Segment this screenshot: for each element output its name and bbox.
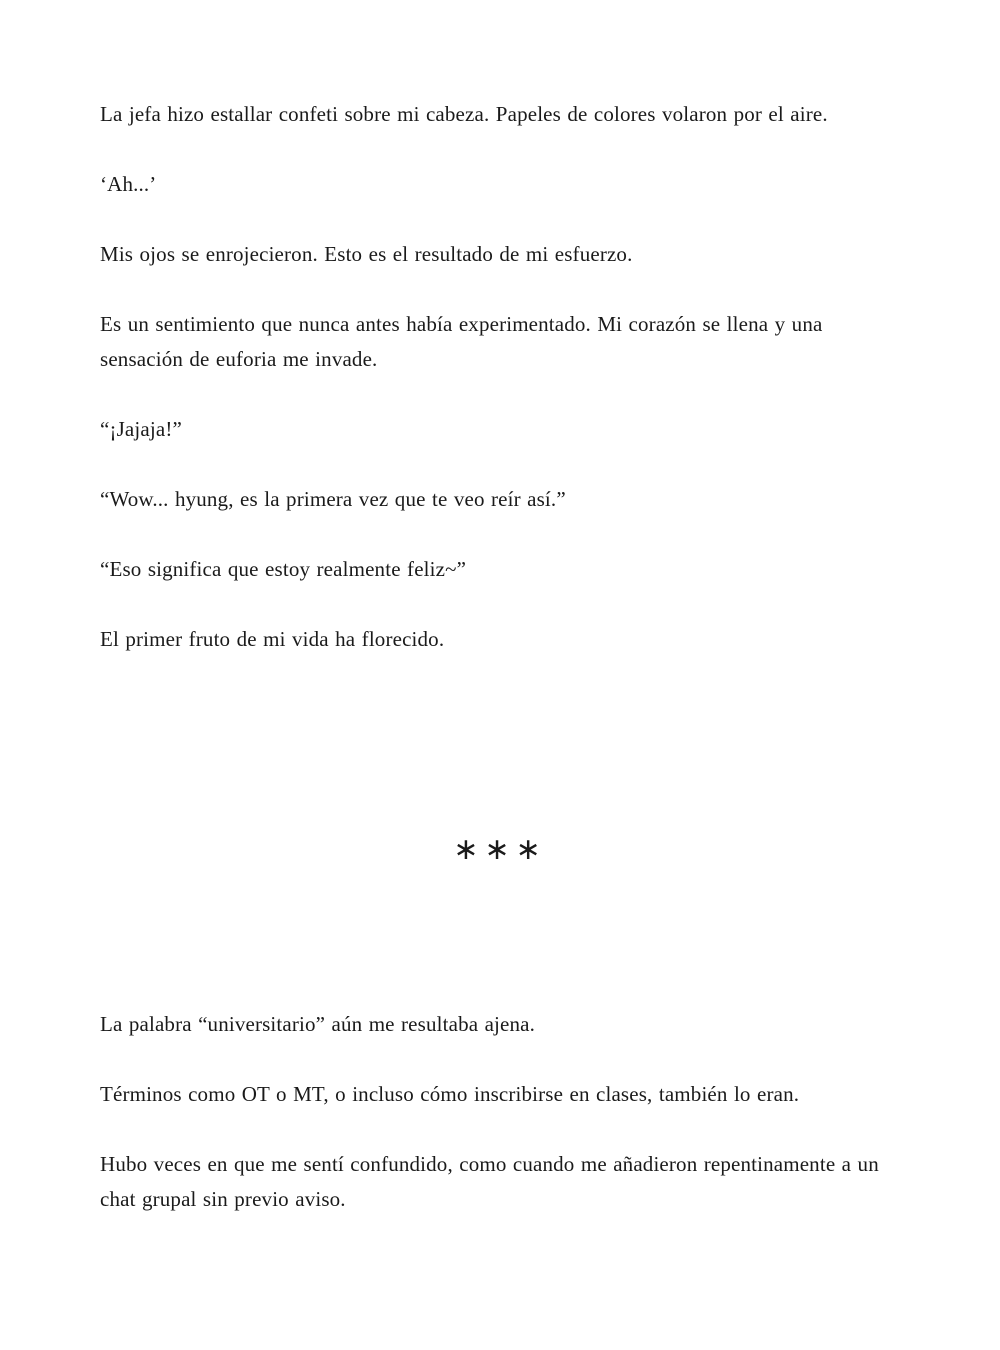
text-section-1	[100, 97, 890, 692]
paragraph: La jefa hizo estallar confeti sobre mi cabeza. Papeles de colores volaron por el aire.	[100, 102, 828, 126]
paragraph: “Wow... hyung, es la primera vez que te veo reír así.”	[100, 487, 566, 511]
paragraph: Es un sentimiento que nunca antes había experimentado. Mi corazón se llena y una sensación de euforia me invade.	[100, 312, 823, 371]
paragraph: Mis ojos se enrojecieron. Esto es el resultado de mi esfuerzo.	[100, 242, 633, 266]
paragraph: Hubo veces en que me sentí confundido, como cuando me añadieron repentinamente a un chat grupal sin previo aviso.	[100, 1152, 879, 1211]
paragraph: La palabra “universitario” aún me resultaba ajena.	[100, 1012, 536, 1036]
paragraph: Términos como OT o MT, o incluso cómo inscribirse en clases, también lo eran.	[100, 1082, 800, 1106]
scene-break-separator: ∗∗∗	[453, 832, 547, 867]
text-section-2	[100, 1007, 890, 1252]
paragraph: “¡Jajaja!”	[100, 417, 182, 441]
paragraph: “Eso significa que estoy realmente feliz~”	[100, 557, 467, 581]
paragraph: ‘Ah...’	[100, 172, 157, 196]
paragraph: El primer fruto de mi vida ha florecido.	[100, 627, 445, 651]
